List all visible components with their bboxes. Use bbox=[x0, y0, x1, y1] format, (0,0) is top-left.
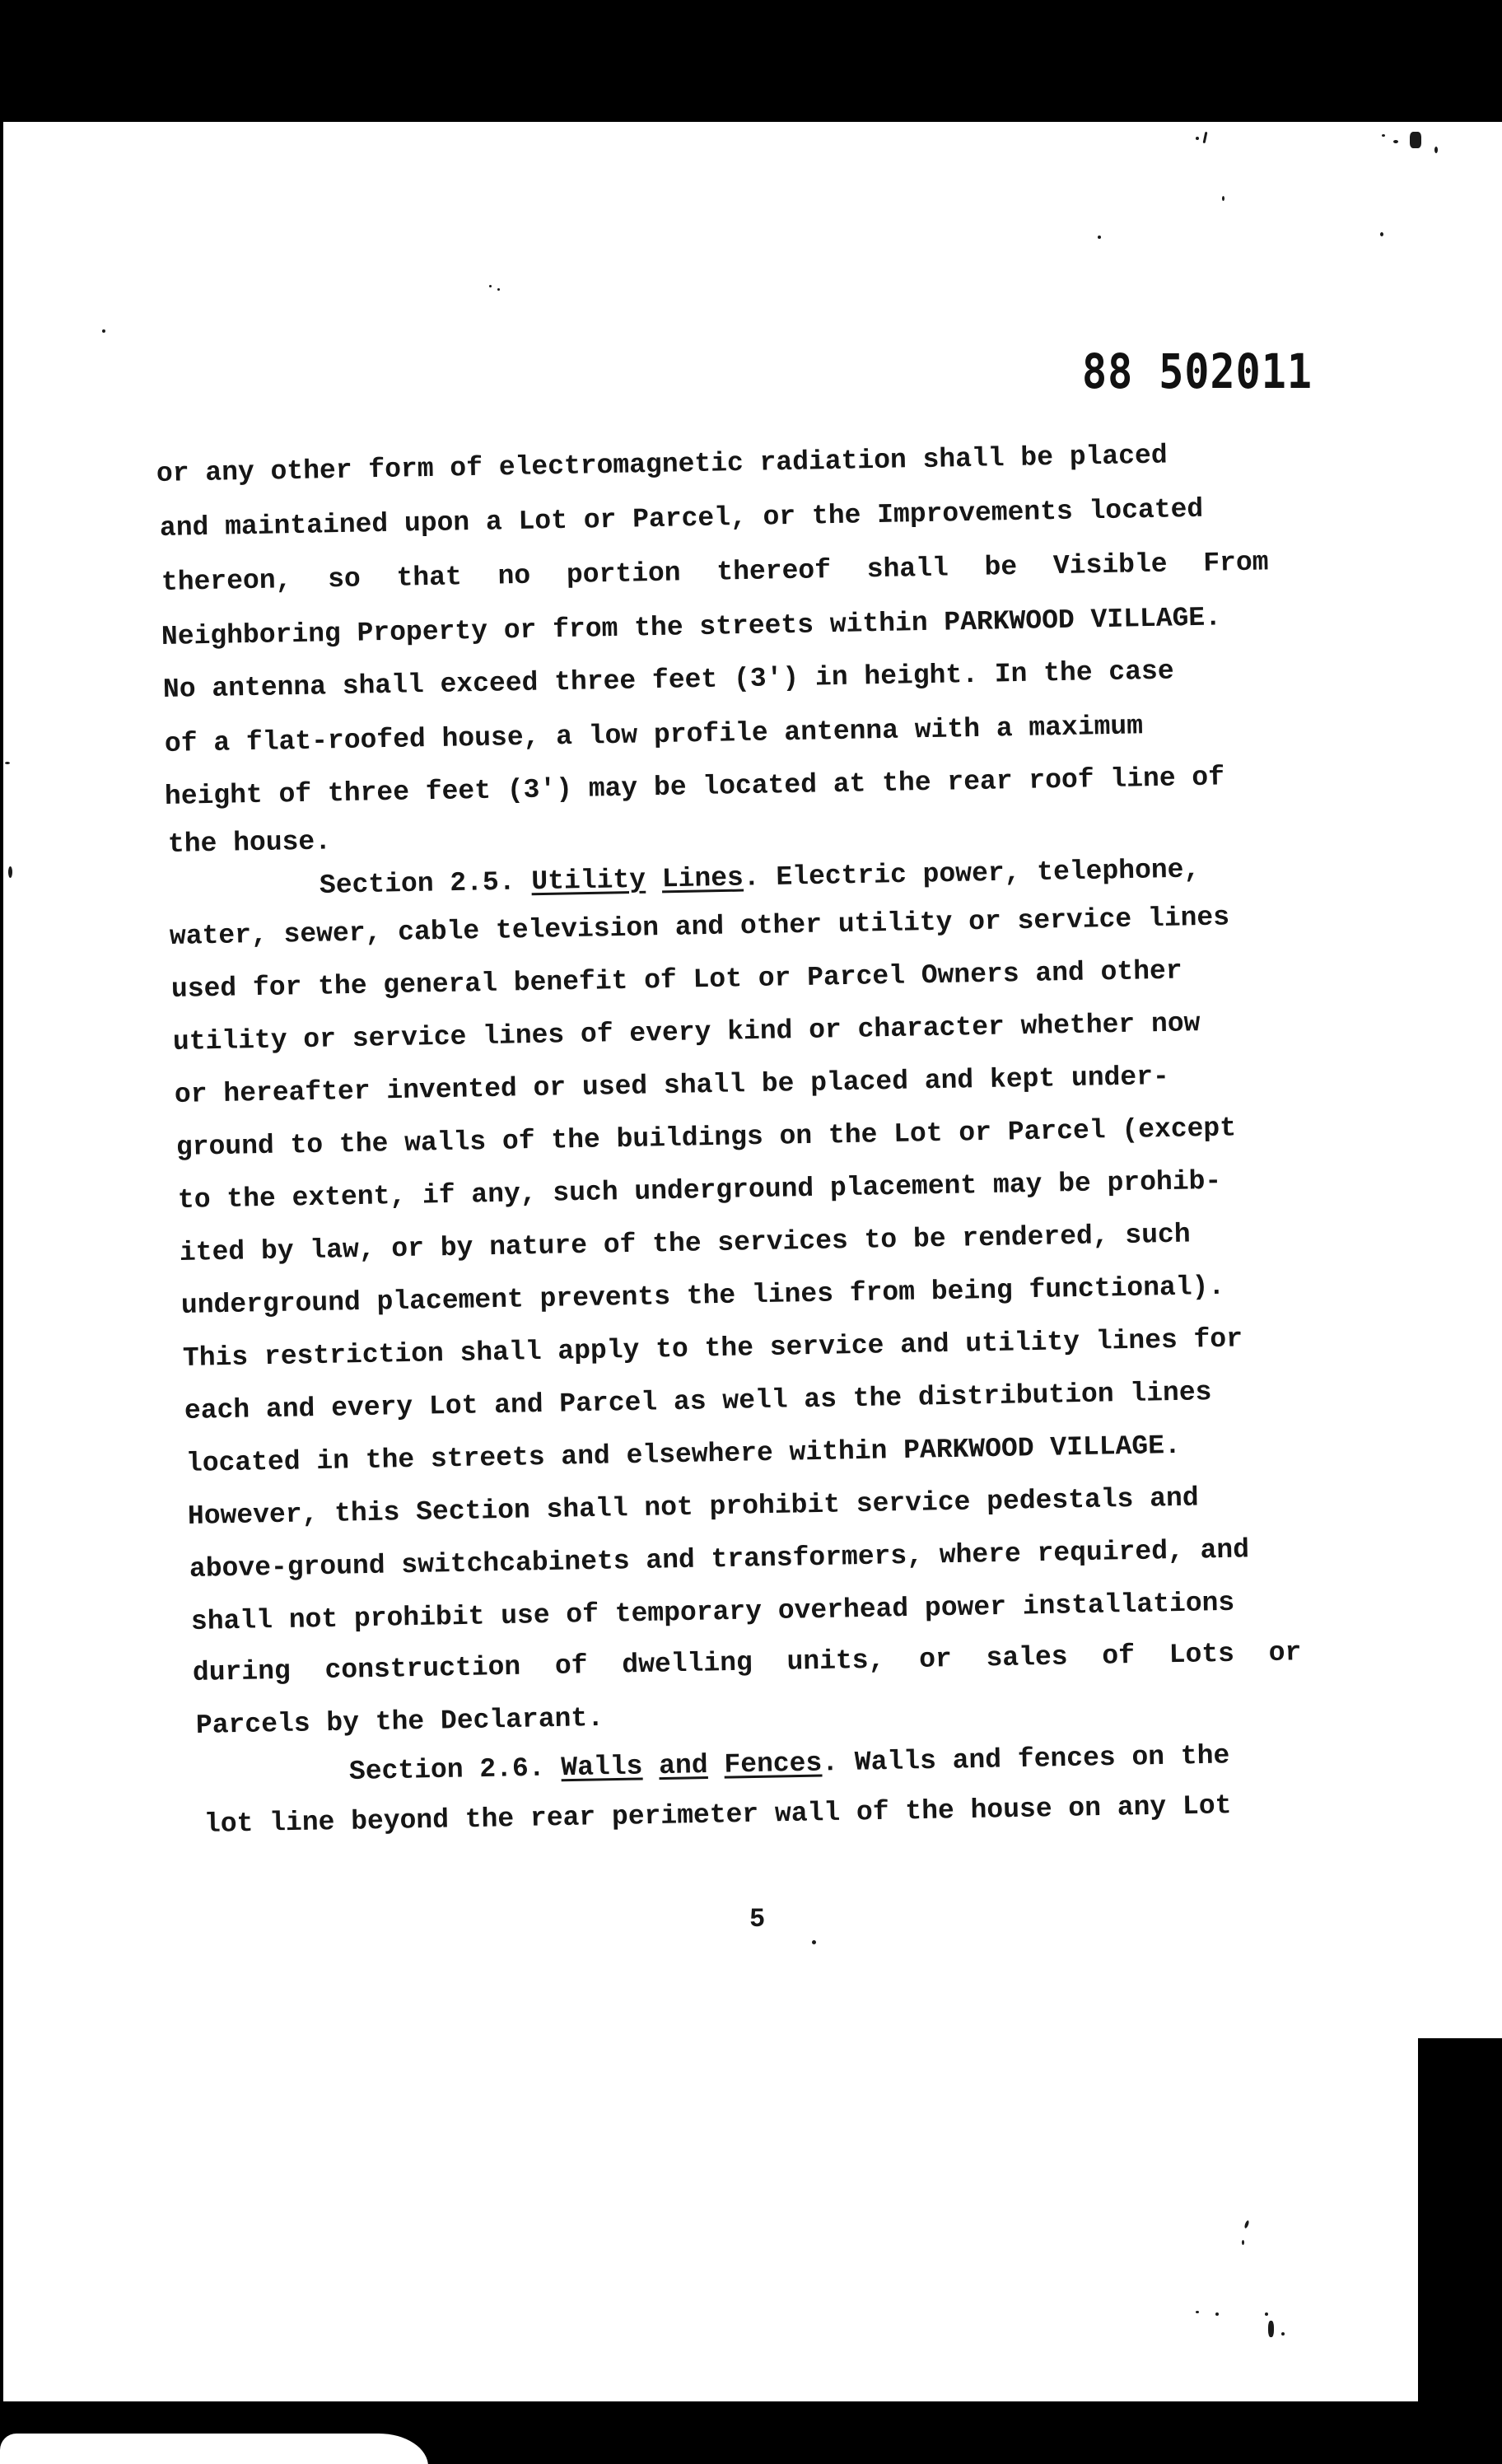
scan-speck bbox=[1434, 147, 1438, 153]
scan-speck bbox=[1098, 236, 1101, 239]
body-text-line: shall not prohibit use of temporary overhead power installations bbox=[190, 1587, 1235, 1637]
scan-speck bbox=[102, 329, 105, 333]
scan-speck bbox=[8, 866, 12, 878]
scan-speck bbox=[1382, 134, 1385, 137]
scan-artifact bbox=[0, 2434, 428, 2464]
scan-speck bbox=[497, 288, 500, 291]
section-number: Section 2.5. bbox=[319, 866, 515, 901]
section-title-word: Lines bbox=[661, 862, 744, 895]
body-text-line: height of three feet (3') may be located at the rear roof line of bbox=[164, 762, 1225, 812]
body-text-line: underground placement prevents the lines from being functional). bbox=[180, 1271, 1225, 1321]
scan-speck bbox=[489, 285, 492, 287]
scan-speck bbox=[812, 1940, 816, 1944]
scan-speck bbox=[1410, 132, 1421, 148]
document-number: 88 502011 bbox=[1082, 344, 1313, 399]
body-text-line: each and every Lot and Parcel as well as the distribution lines bbox=[184, 1377, 1212, 1426]
section-title-word: Utility bbox=[531, 864, 646, 898]
body-text-line: water, sewer, cable television and other utility or service lines bbox=[169, 902, 1230, 952]
body-text-line: lot line beyond the rear perimeter wall of the house on any Lot bbox=[203, 1790, 1232, 1840]
section-title-word: Fences bbox=[724, 1748, 823, 1780]
scan-border-left bbox=[0, 122, 3, 2401]
body-text-line: or any other form of electromagnetic radiation shall be placed bbox=[156, 440, 1168, 489]
body-text-line: Parcels by the Declarant. bbox=[195, 1702, 604, 1741]
section-heading-text: Walls and fences on the bbox=[854, 1740, 1230, 1778]
body-text-line: above-ground switchcabinets and transformers, where required, and bbox=[189, 1534, 1250, 1584]
body-text-line: utility or service lines of every kind or character whether now bbox=[172, 1008, 1201, 1057]
body-text-line: thereon, so that no portion thereof shall be Visible From bbox=[161, 547, 1269, 598]
body-text-line: However, this Section shall not prohibit service pedestals and bbox=[187, 1482, 1199, 1532]
body-text-line: No antenna shall exceed three feet (3') in height. In the case bbox=[162, 656, 1174, 705]
body-text-line: during construction of dwelling units, or sales of Lots or bbox=[192, 1637, 1302, 1688]
scan-speck bbox=[5, 762, 10, 764]
section-number: Section 2.6. bbox=[348, 1752, 545, 1787]
section-title-period: . bbox=[743, 862, 760, 894]
scan-border-top bbox=[0, 0, 1502, 122]
body-text-line: located in the streets and elsewhere within PARKWOOD VILLAGE. bbox=[185, 1430, 1182, 1479]
scan-speck bbox=[1265, 2312, 1268, 2316]
scan-speck bbox=[1215, 2312, 1219, 2316]
page-number: 5 bbox=[749, 1904, 766, 1934]
section-title-word: and bbox=[658, 1750, 708, 1782]
scan-speck bbox=[1242, 2240, 1244, 2245]
body-text-line: used for the general benefit of Lot or Parcel Owners and other bbox=[170, 955, 1182, 1005]
section-heading-text: Electric power, telephone, bbox=[776, 854, 1201, 893]
section-title-period: . bbox=[821, 1748, 839, 1779]
body-text-line: to the extent, if any, such underground placement may be prohib- bbox=[177, 1165, 1222, 1216]
body-text-line: ited by law, or by nature of the services to be rendered, such bbox=[179, 1219, 1191, 1268]
scan-speck bbox=[1268, 2321, 1274, 2337]
scan-speck bbox=[1222, 196, 1224, 201]
body-text-line: Neighboring Property or from the streets within PARKWOOD VILLAGE. bbox=[161, 602, 1222, 652]
scan-speck bbox=[1380, 232, 1383, 236]
scan-speck bbox=[1196, 2311, 1199, 2313]
body-text-line: ground to the walls of the buildings on the Lot or Parcel (except bbox=[175, 1113, 1237, 1163]
body-text-line: the house. bbox=[167, 826, 332, 860]
scan-border-right bbox=[1418, 2038, 1502, 2401]
scan-speck bbox=[1393, 140, 1398, 143]
body-text-line: and maintained upon a Lot or Parcel, or the Improvements located bbox=[159, 493, 1204, 544]
body-text-line: This restriction shall apply to the service and utility lines for bbox=[182, 1323, 1243, 1374]
scan-speck bbox=[1196, 137, 1199, 140]
section-title-word: Walls bbox=[561, 1751, 643, 1784]
body-text-line: of a flat-roofed house, a low profile antenna with a maximum bbox=[164, 711, 1144, 759]
body-text-line: or hereafter invented or used shall be placed and kept under- bbox=[174, 1061, 1170, 1110]
scan-speck bbox=[1281, 2332, 1285, 2336]
